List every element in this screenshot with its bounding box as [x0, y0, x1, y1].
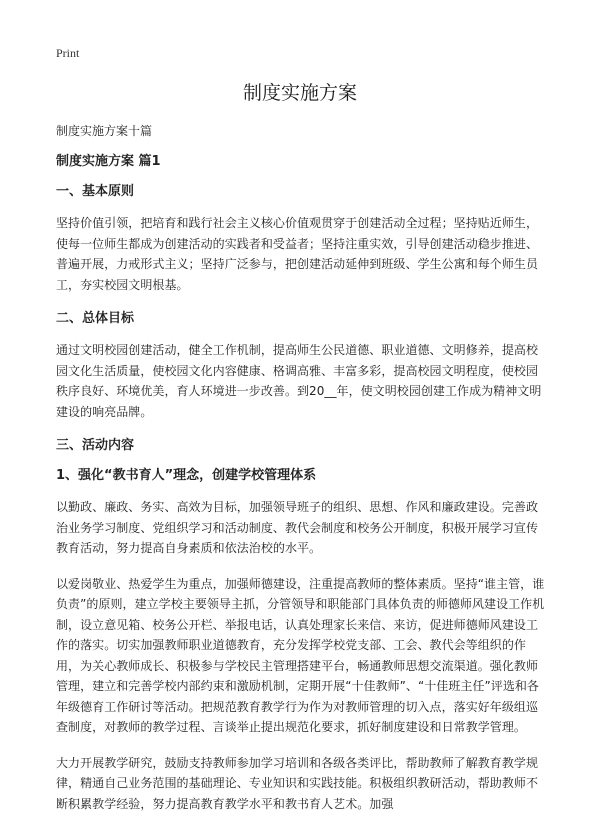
- paragraph-principles: 坚持价值引领，把培育和践行社会主义核心价值观贯穿于创建活动全过程；坚持贴近师生，使每一位师生都成为创建活动的实践者和受益者；坚持注重实效，引导创建活动稳步推进、普遍开展，力戒形式主义；坚持广泛参与，把创建活动延伸到班级、学生公寓和每个师生员工，夯实校园文明根基。: [56, 216, 539, 292]
- document-subtitle: 制度实施方案十篇: [56, 124, 153, 138]
- article-heading: 制度实施方案 篇1: [56, 154, 161, 169]
- document-body: [56, 122, 546, 829]
- paragraph-goals: 通过文明校园创建活动，健全工作机制，提高师生公民道德、职业道德、文明修养，提高校园文化生活质量，使校园文化内容健康、格调高雅、丰富多彩，提高校园文明程度，使校园秩序良好、环境优美，育人环境进一步改善。到20__年，使文明校园创建工作成为精神文明建设的响亮品牌。: [56, 343, 542, 419]
- section-heading-activities: 三、活动内容: [56, 438, 135, 453]
- paragraph-teacher-ethics: 以爱岗敬业、热爱学生为重点，加强师德建设，注重提高教师的整体素质。坚持“谁主管，谁负责”的原则，建立学校主要领导主抓，分管领导和职能部门具体负责的师德师风建设工作机制，设立意见箱、校务公开栏、举报电话，认真处理家长来信、来访，促进师德师风建设工作的落实。切实加强教师职业道德教育，充分发挥学校党支部、工会、教代会等组织的作用，为关心教师成长、积极参与学校民主管理搭建平台，畅通教师思想交流渠道。强化教师管理，建立和完善学校内部约束和激励机制，定期开展“十佳教师”、“十佳班主任”评选和各年级德育工作研讨等活动。把规范教育教学行为作为对教师管理的切入点，落实好年级组巡查制度，对教师的教学过程、言谈举止提出规范化要求，抓好制度建设和日常教学管理。: [56, 576, 545, 734]
- print-link[interactable]: Print: [56, 46, 80, 60]
- section-heading-principles: 一、基本原则: [56, 184, 135, 199]
- subsection-heading-management: 1、强化“教书育人”理念，创建学校管理体系: [56, 468, 317, 483]
- page-title: 制度实施方案: [242, 82, 357, 104]
- paragraph-teaching-research: 大力开展教学研究，鼓励支持教师参加学习培训和各级各类评比，帮助教师了解教育教学规律，精通自己业务范围的基础理论、专业知识和实践技能。积极组织教研活动，帮助教师不断积累教学经验，努力提高教育教学水平和教书育人艺术。加强: [56, 755, 539, 811]
- section-heading-goals: 二、总体目标: [56, 311, 135, 326]
- paragraph-leadership: 以勤政、廉政、务实、高效为目标，加强领导班子的组织、思想、作风和廉政建设。完善政治业务学习制度、党组织学习和活动制度、教代会制度和校务公开制度，积极开展学习宣传教育活动，努力提高自身素质和依法治校的水平。: [56, 500, 539, 555]
